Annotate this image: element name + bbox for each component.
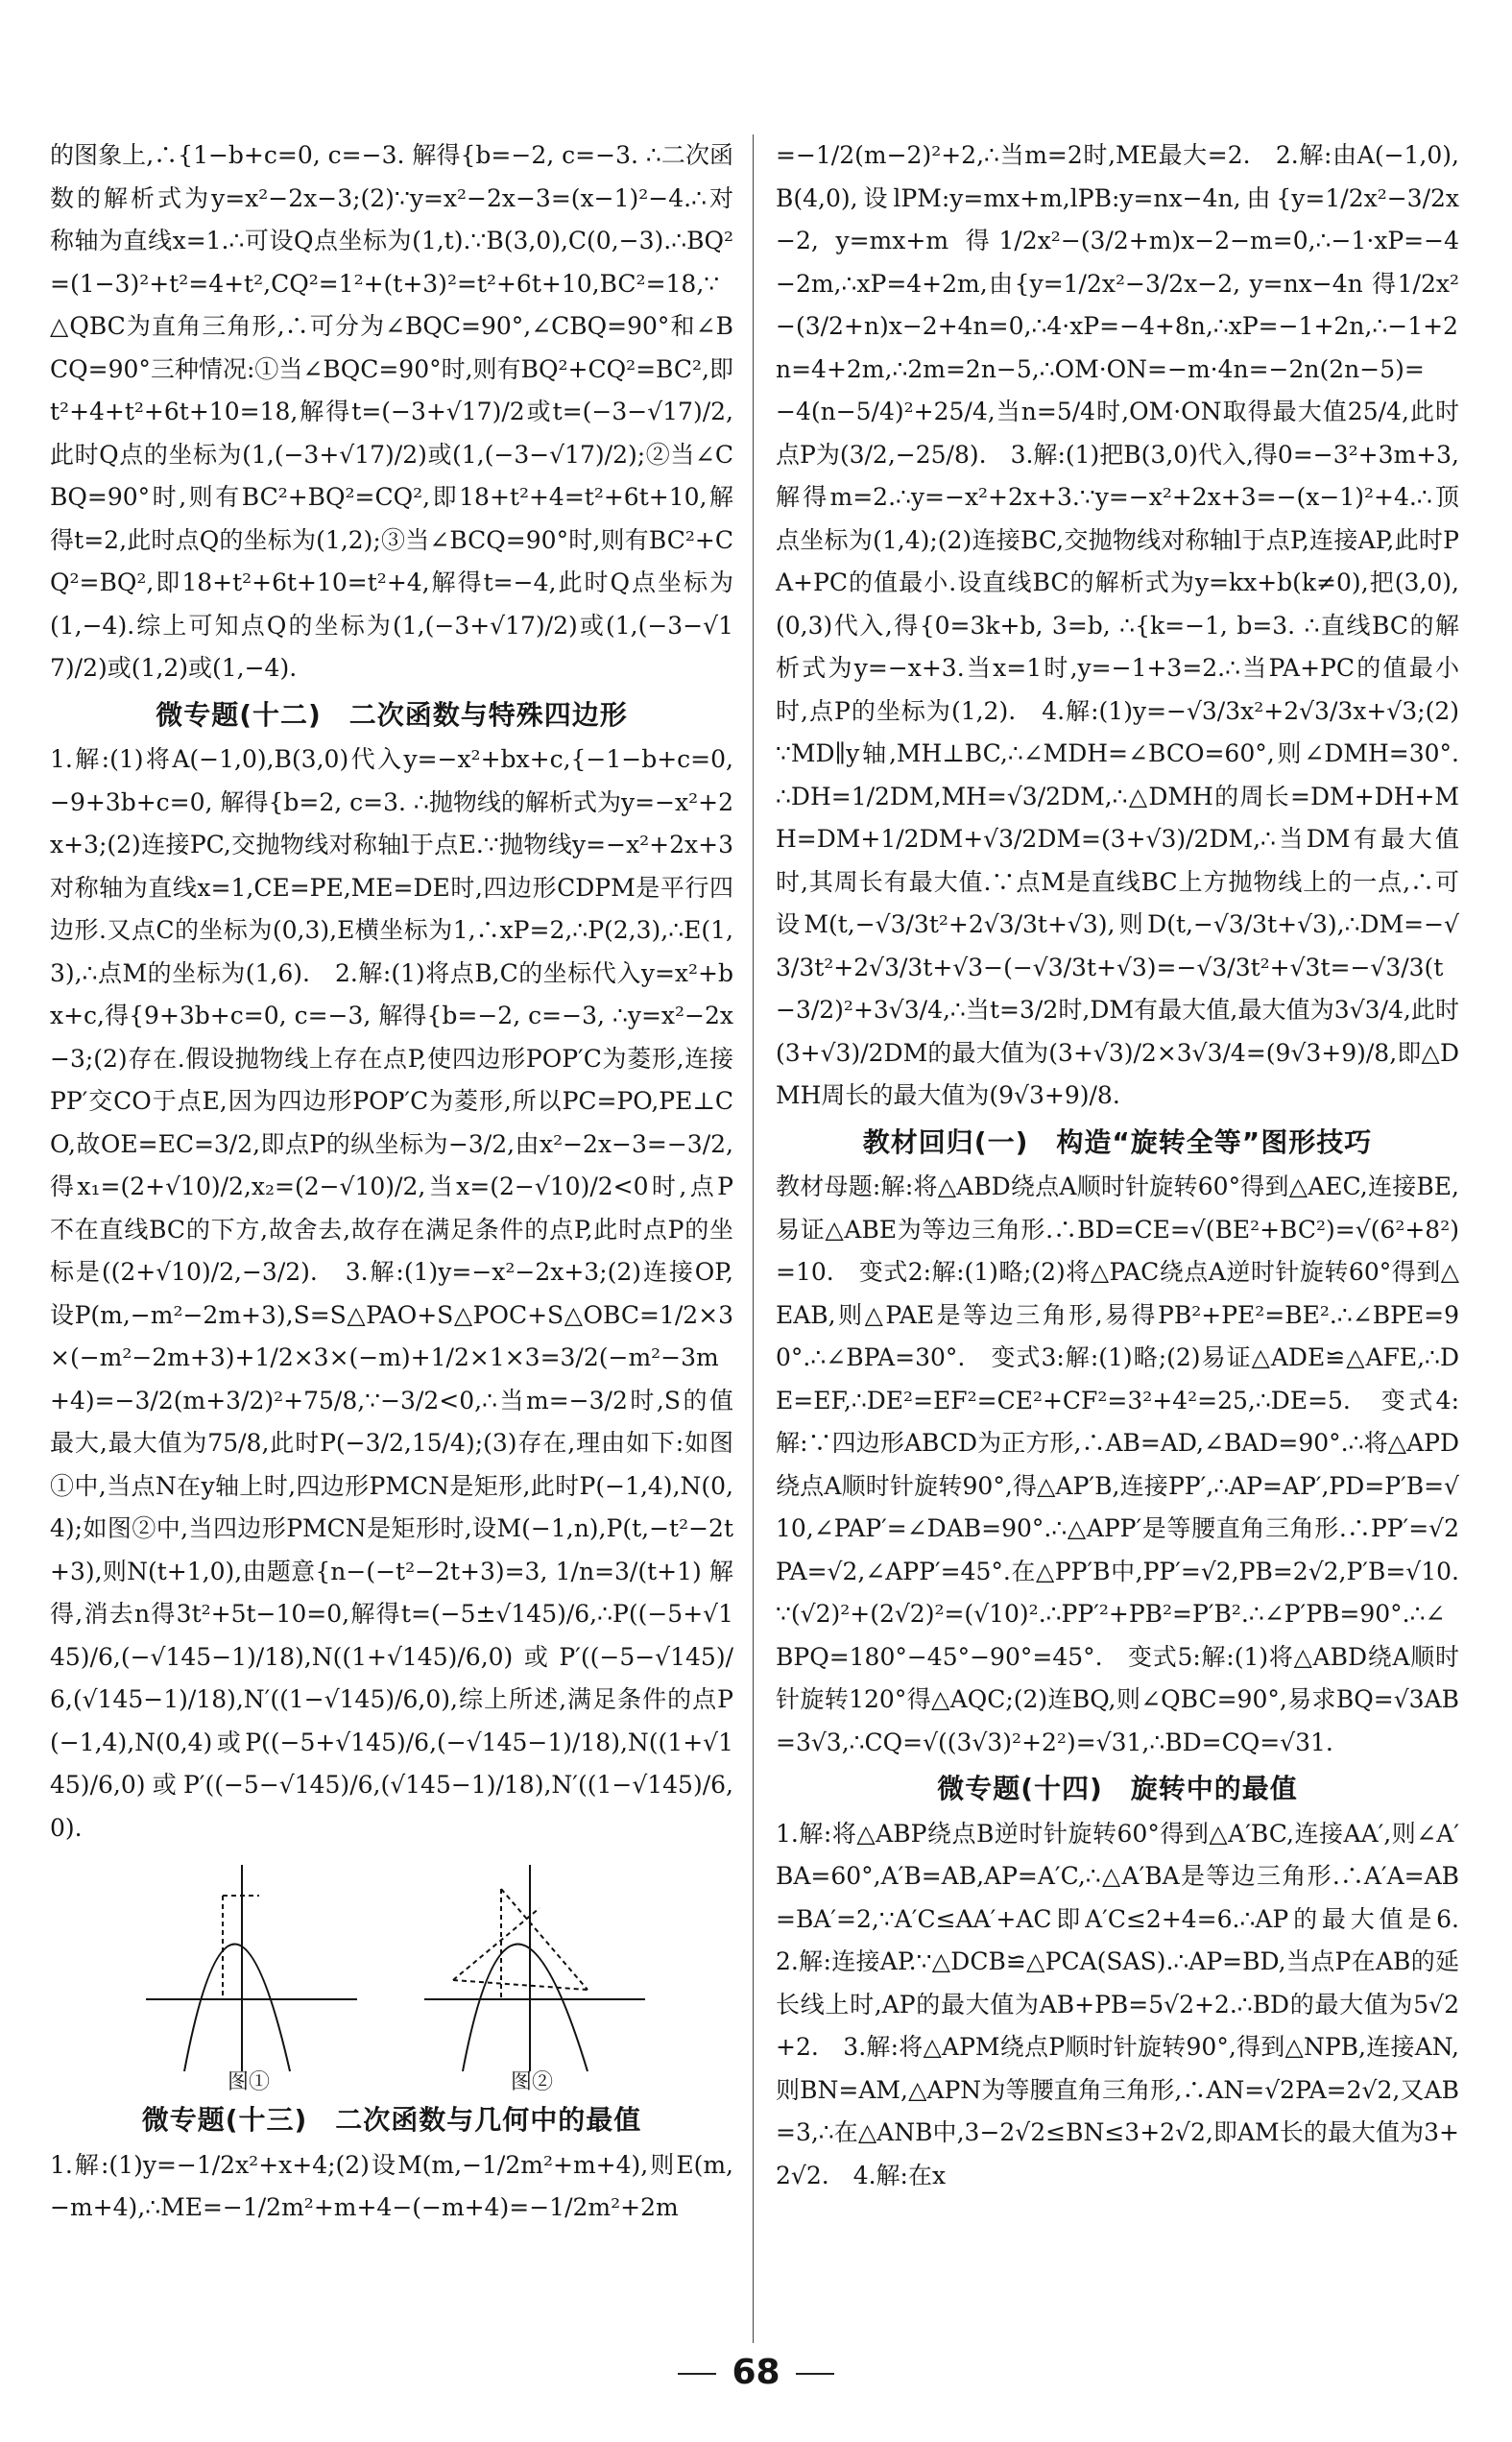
page-number-footer (0, 2353, 1512, 2392)
figure-caption: 图② (511, 2070, 554, 2094)
paragraph: 1.解:(1)将A(−1,0),B(3,0)代入y=−x²+bx+c,{−1−b+c=0, −9+3b+c=0, 解得{b=2, c=3. ∴抛物线的解析式为y=−x²+2x+3;(2)连接PC,交抛物线对称轴l于点E.∵抛物线y=−x²+2x+3对称轴为直线x=1,CE=PE,ME=DE时,四边形CDPM是平行四边形.又点C的坐标为(0,3),E横坐标为1,∴xP=2,∴P(2,3),∴E(1,3),∴点M的坐标为(1,6). 2.解:(1)将点B,C的坐标代入y=x²+bx+c,得{9+3b+c=0, c=−3, 解得{b=−2, c=−3, ∴y=x²−2x−3;(2)存在.假设抛物线上存在点P,使四边形POP′C为菱形,连接PP′交CO于点E,因为四边形POP′C为菱形,所以PC=PO,PE⊥CO,故OE=EC=3/2,即点P的纵坐标为−3/2,由x²−2x−3=−3/2,得x₁=(2+√10)/2,x₂=(2−√10)/2,当x=(2−√10)/2<0时,点P不在直线BC的下方,故舍去,故存在满足条件的点P,此时点P的坐标是((2+√10)/2,−3/2). 3.解:(1)y=−x²−2x+3;(2)连接OP,设P(m,−m²−2m+3),S=S△PAO+S△POC+S△OBC=1/2×3×(−m²−2m+3)+1/2×3×(−m)+1/2×1×3=3/2(−m²−3m+4)=−3/2(m+3/2)²+75/8,∵−3/2<0,∴当m=−3/2时,S的值最大,最大值为75/8,此时P(−3/2,15/4);(3)存在,理由如下:如图①中,当点N在y轴上时,四边形PMCN是矩形,此时P(−1,4),N(0,4);如图②中,当四边形PMCN是矩形时,设M(−1,n),P(t,−t²−2t+3),则N(t+1,0),由题意{n−(−t²−2t+3)=3, 1/n=3/(t+1) 解得,消去n得3t²+5t−10=0,解得t=(−5±√145)/6,∴P((−5+√145)/6,(−√145−1)/18),N((1+√145)/6,0)或P′((−5−√145)/6,(√145−1)/18),N′((1−√145)/6,0),综上所述,满足条件的点P(−1,4),N(0,4)或P((−5+√145)/6,(−√145−1)/18),N((1+√145)/6,0)或P′((−5−√145)/6,(√145−1)/18),N′((1−√145)/6,0). (50, 745, 733, 1842)
paragraph: 教材母题:解:将△ABD绕点A顺时针旋转60°得到△AEC,连接BE,易证△ABE为等边三角形.∴BD=CE=√(BE²+BC²)=√(6²+8²)=10. 变式2:解:(1)略;(2)将△PAC绕点A逆时针旋转60°得到△EAB,则△PAE是等边三角形,易得PB²+PE²=BE².∴∠BPE=90°.∴∠BPA=30°. 变式3:解:(1)略;(2)易证△ADE≌△AFE,∴DE=EF,∴DE²=EF²=CE²+CF²=3²+4²=25,∴DE=5. 变式4:解:∵四边形ABCD为正方形,∴AB=AD,∠BAD=90°.∴将△APD绕点A顺时针旋转90°,得△AP′B,连接PP′,∴AP=AP′,PD=P′B=√10,∠PAP′=∠DAB=90°.∴△APP′是等腰直角三角形.∴PP′=√2PA=√2,∠APP′=45°.在△PP′B中,PP′=√2,PB=2√2,P′B=√10.∵(√2)²+(2√2)²=(√10)².∴PP′²+PB²=P′B².∴∠P′PB=90°.∴∠BPQ=180°−45°−90°=45°. 变式5:解:(1)将△ABD绕A顺时针旋转120°得△AQC;(2)连BQ,则∠QBC=90°,易求BQ=√3AB=3√3,∴CQ=√((3√3)²+2²)=√31,∴BD=CQ=√31. (776, 1173, 1459, 1756)
right-column (776, 134, 1484, 2197)
column-divider (753, 134, 754, 2343)
paragraph: 的图象上,∴{1−b+c=0, c=−3. 解得{b=−2, c=−3. ∴二次函数的解析式为y=x²−2x−3;(2)∵y=x²−2x−3=(x−1)²−4.∴对称轴为直线x=1.∴可设Q点坐标为(1,t).∵B(3,0),C(0,−3).∴BQ²=(1−3)²+t²=4+t²,CQ²=1²+(t+3)²=t²+6t+10,BC²=18,∵△QBC为直角三角形,∴可分为∠BQC=90°,∠CBQ=90°和∠BCQ=90°三种情况:①当∠BQC=90°时,则有BQ²+CQ²=BC²,即t²+4+t²+6t+10=18,解得t=(−3+√17)/2或t=(−3−√17)/2,此时Q点的坐标为(1,(−3+√17)/2)或(1,(−3−√17)/2);②当∠CBQ=90°时,则有BC²+BQ²=CQ²,即18+t²+4=t²+6t+10,解得t=2,此时点Q的坐标为(1,2);③当∠BCQ=90°时,则有BC²+CQ²=BQ²,即18+t²+6t+10=t²+4,解得t=−4,此时Q点坐标为(1,−4).综上可知点Q的坐标为(1,(−3+√17)/2)或(1,(−3−√17)/2)或(1,2)或(1,−4). (50, 141, 733, 682)
figure-caption: 图① (228, 2070, 271, 2094)
dash-decoration (796, 2373, 834, 2375)
section-heading: 微专题(十二) 二次函数与特殊四边形 (156, 698, 628, 731)
section-heading: 教材回归(一) 构造“旋转全等”图形技巧 (862, 1125, 1373, 1158)
paragraph: =−1/2(m−2)²+2,∴当m=2时,ME最大=2. 2.解:由A(−1,0),B(4,0),设lPM:y=mx+m,lPB:y=nx−4n,由{y=1/2x²−3/2x−2, y=mx+m 得1/2x²−(3/2+m)x−2−m=0,∴−1·xP=−4−2m,∴xP=4+2m,由{y=1/2x²−3/2x−2, y=nx−4n 得1/2x²−(3/2+n)x−2+4n=0,∴4·xP=−4+8n,∴xP=−1+2n,∴−1+2n=4+2m,∴2m=2n−5,∴OM·ON=−m·4n=−2n(2n−5)=−4(n−5/4)²+25/4,当n=5/4时,OM·ON取得最大值25/4,此时点P为(3/2,−25/8). 3.解:(1)把B(3,0)代入,得0=−3²+3m+3,解得m=2.∴y=−x²+2x+3.∵y=−x²+2x+3=−(x−1)²+4.∴顶点坐标为(1,4);(2)连接BC,交抛物线对称轴l于点P,连接AP,此时PA+PC的值最小.设直线BC的解析式为y=kx+b(k≠0),把(3,0),(0,3)代入,得{0=3k+b, 3=b, ∴{k=−1, b=3. ∴直线BC的解析式为y=−x+3.当x=1时,y=−1+3=2.∴当PA+PC的值最小时,点P的坐标为(1,2). 4.解:(1)y=−√3/3x²+2√3/3x+√3;(2)∵MD∥y轴,MH⊥BC,∴∠MDH=∠BCO=60°,则∠DMH=30°.∴DH=1/2DM,MH=√3/2DM,∴△DMH的周长=DM+DH+MH=DM+1/2DM+√3/2DM=(3+√3)/2DM,∴当DM有最大值时,其周长有最大值.∵点M是直线BC上方抛物线上的一点,∴可设M(t,−√3/3t²+2√3/3t+√3),则D(t,−√3/3t+√3),∴DM=−√3/3t²+2√3/3t+√3−(−√3/3t+√3)=−√3/3t²+√3t=−√3/3(t−3/2)²+3√3/4,∴当t=3/2时,DM有最大值,最大值为3√3/4,此时(3+√3)/2DM的最大值为(3+√3)/2×3√3/4=(9√3+9)/8,即△DMH周长的最大值为(9√3+9)/8. (776, 141, 1459, 1109)
paragraph: 1.解:(1)y=−1/2x²+x+4;(2)设M(m,−1/2m²+m+4),则E(m,−m+4),∴ME=−1/2m²+m+4−(−m+4)=−1/2m²+2m (50, 2150, 733, 2221)
page-number: 68 (732, 2353, 780, 2392)
figure-row (50, 1855, 733, 2095)
section-heading: 微专题(十四) 旋转中的最值 (937, 1773, 1298, 1804)
paragraph: 1.解:将△ABP绕点B逆时针旋转60°得到△A′BC,连接AA′,则∠A′BA=60°,A′B=AB,AP=A′C,∴△A′BA是等边三角形.∴A′A=AB=BA′=2,∵A′C≤AA′+AC即A′C≤2+4=6.∴AP的最大值是6. 2.解:连接AP.∵△DCB≌△PCA(SAS).∴AP=BD,当点P在AB的延长线上时,AP的最大值为AB+PB=5√2+2.∴BD的最大值为5√2+2. 3.解:将△APM绕点P顺时针旋转90°,得到△NPB,连接AN,则BN=AM,△APN为等腰直角三角形,∴AN=√2PA=2√2,又AB=3,∴在△ANB中,3−2√2≤BN≤3+2√2,即AM长的最大值为3+2√2. 4.解:在x (776, 1819, 1484, 2189)
parabola-figures (50, 1855, 733, 2095)
section-heading: 微专题(十三) 二次函数与几何中的最值 (141, 2104, 642, 2136)
dash-decoration (678, 2373, 716, 2375)
left-column (50, 134, 733, 2230)
